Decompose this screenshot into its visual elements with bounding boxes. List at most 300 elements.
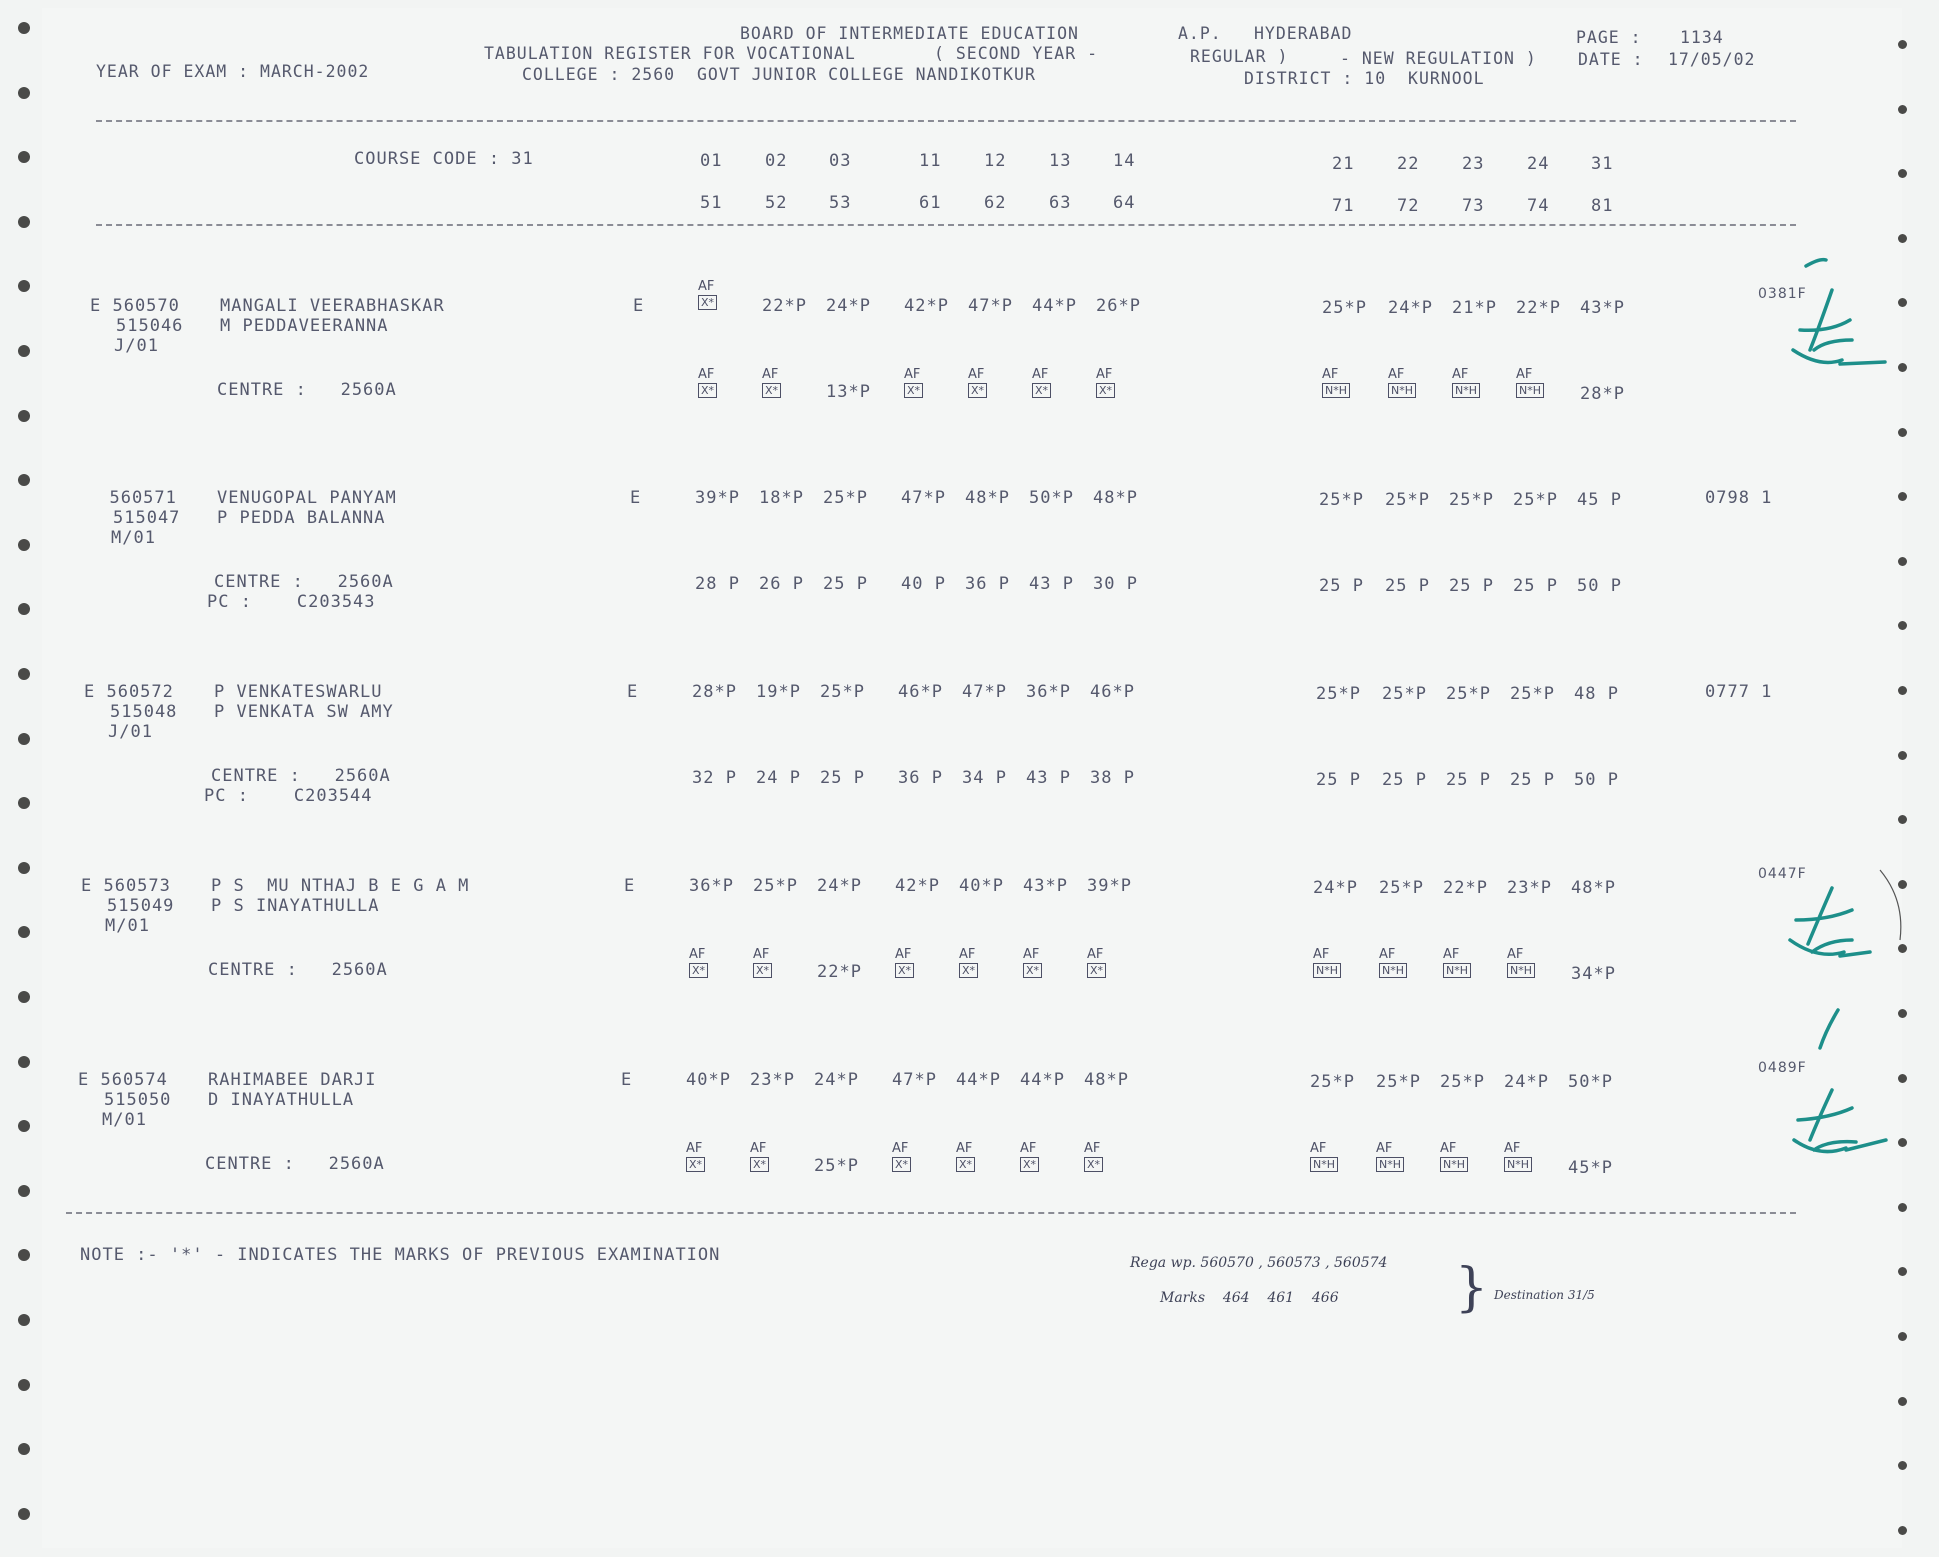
mark-cell: 25 P bbox=[1446, 770, 1491, 790]
mark-cell: 47*P bbox=[901, 488, 946, 508]
perforation-hole bbox=[1898, 1332, 1907, 1341]
af-mark bbox=[689, 948, 708, 978]
af-label: AF bbox=[1379, 947, 1396, 962]
af-box: X* bbox=[1020, 1157, 1039, 1172]
af-label: AF bbox=[698, 279, 715, 294]
perforation-hole bbox=[18, 1120, 30, 1132]
mark-cell: 32 P bbox=[692, 768, 737, 788]
af-box: N*H bbox=[1516, 383, 1544, 398]
af-box: N*H bbox=[1313, 963, 1341, 978]
mark-cell: 50 P bbox=[1577, 576, 1622, 596]
perforation-hole bbox=[18, 733, 30, 745]
pc-number: PC : C203543 bbox=[207, 592, 376, 612]
perforation-hole bbox=[1898, 1009, 1907, 1018]
parent-name: P PEDDA BALANNA bbox=[217, 508, 386, 528]
subject-code: 73 bbox=[1462, 196, 1485, 216]
subject-code: 13 bbox=[1049, 151, 1072, 171]
mark-cell: 43 P bbox=[1029, 574, 1074, 594]
perforation-hole bbox=[1898, 40, 1907, 49]
handwritten-note-line1: Rega wp. 560570 , 560573 , 560574 bbox=[1130, 1255, 1388, 1271]
af-label: AF bbox=[750, 1141, 767, 1156]
subject-code: 23 bbox=[1462, 154, 1485, 174]
mark-cell: 40*P bbox=[959, 876, 1004, 896]
af-label: AF bbox=[686, 1141, 703, 1156]
mark-cell: 30 P bbox=[1093, 574, 1138, 594]
af-label: AF bbox=[904, 367, 921, 382]
perforation-hole bbox=[1898, 105, 1907, 114]
mark-cell: 25*P bbox=[1385, 490, 1430, 510]
student-name: MANGALI VEERABHASKAR bbox=[220, 296, 445, 316]
perforation-hole bbox=[18, 1314, 30, 1326]
perforation-hole bbox=[1898, 686, 1907, 695]
perforation-hole bbox=[18, 345, 30, 357]
perforation-hole bbox=[1898, 1074, 1907, 1083]
mark-cell: 25*P bbox=[1446, 684, 1491, 704]
mark-cell: 25*P bbox=[1449, 490, 1494, 510]
af-label: AF bbox=[1313, 947, 1330, 962]
subject-code: 62 bbox=[984, 193, 1007, 213]
af-box: X* bbox=[959, 963, 978, 978]
total-result: 0447F bbox=[1758, 866, 1807, 882]
af-label: AF bbox=[753, 947, 770, 962]
mark-cell: 47*P bbox=[892, 1070, 937, 1090]
parent-name: D INAYATHULLA bbox=[208, 1090, 355, 1110]
af-mark bbox=[698, 368, 717, 398]
city: HYDERABAD bbox=[1254, 24, 1353, 43]
mark-cell: 26 P bbox=[759, 574, 804, 594]
perforation-hole bbox=[18, 603, 30, 615]
register-title: TABULATION REGISTER FOR VOCATIONAL bbox=[484, 44, 856, 63]
mark-cell: 21*P bbox=[1452, 298, 1497, 318]
mark-cell: 24*P bbox=[1504, 1072, 1549, 1092]
divider-bottom bbox=[66, 1212, 1796, 1214]
perforation-hole bbox=[1898, 1526, 1907, 1535]
af-label: AF bbox=[1322, 367, 1339, 382]
af-box: N*H bbox=[1504, 1157, 1532, 1172]
handwritten-brace: } bbox=[1455, 1258, 1489, 1318]
perforation-hole bbox=[1898, 363, 1907, 372]
perforation-hole bbox=[1898, 169, 1907, 178]
mark-cell: 48 P bbox=[1574, 684, 1619, 704]
mark-cell: 25 P bbox=[1510, 770, 1555, 790]
course-code: COURSE CODE : 31 bbox=[354, 149, 534, 169]
mark-cell: 25*P bbox=[820, 682, 865, 702]
hall-ticket-number: 515050 bbox=[104, 1090, 172, 1110]
date: 17/05/02 bbox=[1668, 50, 1756, 69]
year-of-exam: YEAR OF EXAM : MARCH-2002 bbox=[96, 62, 370, 81]
af-mark bbox=[1322, 368, 1350, 398]
mark-cell: 46*P bbox=[898, 682, 943, 702]
mark-cell: 22*P bbox=[817, 962, 862, 982]
total-result: 0777 1 bbox=[1705, 682, 1773, 702]
mark-cell: 28 P bbox=[695, 574, 740, 594]
parent-name: M PEDDAVEERANNA bbox=[220, 316, 389, 336]
af-mark bbox=[1443, 948, 1471, 978]
divider-header bbox=[96, 224, 1796, 226]
medium: E bbox=[624, 876, 636, 896]
subject-code: 81 bbox=[1591, 196, 1614, 216]
mark-cell: 24*P bbox=[1388, 298, 1433, 318]
af-label: AF bbox=[1507, 947, 1524, 962]
student-name: P S MU NTHAJ B E G A M bbox=[211, 876, 470, 896]
af-label: AF bbox=[1376, 1141, 1393, 1156]
mark-cell: 25 P bbox=[1382, 770, 1427, 790]
subject-code: 11 bbox=[919, 151, 942, 171]
perforation-hole bbox=[1898, 1461, 1907, 1470]
mark-cell: 25*P bbox=[1376, 1072, 1421, 1092]
mark-cell: 45 P bbox=[1577, 490, 1622, 510]
mark-cell: 43*P bbox=[1580, 298, 1625, 318]
mark-cell: 25*P bbox=[814, 1156, 859, 1176]
perforation-hole bbox=[18, 862, 30, 874]
af-box: X* bbox=[753, 963, 772, 978]
mark-cell: 22*P bbox=[1443, 878, 1488, 898]
subject-code: 74 bbox=[1527, 196, 1550, 216]
af-label: AF bbox=[698, 367, 715, 382]
mark-cell: 25*P bbox=[1440, 1072, 1485, 1092]
mark-cell: 34*P bbox=[1571, 964, 1616, 984]
footnote: NOTE :- '*' - INDICATES THE MARKS OF PREVIOUS EXAMINATION bbox=[80, 1245, 721, 1265]
af-label: AF bbox=[968, 367, 985, 382]
perforation-hole bbox=[1898, 815, 1907, 824]
af-box: N*H bbox=[1376, 1157, 1404, 1172]
mark-cell: 43 P bbox=[1026, 768, 1071, 788]
af-box: X* bbox=[1096, 383, 1115, 398]
af-label: AF bbox=[959, 947, 976, 962]
medium: E bbox=[621, 1070, 633, 1090]
mark-cell: 48*P bbox=[1571, 878, 1616, 898]
perforation-hole bbox=[1898, 428, 1907, 437]
perforation-hole bbox=[18, 926, 30, 938]
total-result: 0798 1 bbox=[1705, 488, 1773, 508]
af-mark bbox=[1504, 1142, 1532, 1172]
perforation-hole bbox=[18, 1185, 30, 1197]
subject-code: 03 bbox=[829, 151, 852, 171]
mark-cell: 22*P bbox=[762, 296, 807, 316]
perforation-hole bbox=[1898, 621, 1907, 630]
af-box: N*H bbox=[1322, 383, 1350, 398]
divider-top bbox=[96, 120, 1796, 122]
subject-code: 72 bbox=[1397, 196, 1420, 216]
af-box: X* bbox=[968, 383, 987, 398]
subject-code: 12 bbox=[984, 151, 1007, 171]
subject-code: 21 bbox=[1332, 154, 1355, 174]
subject-code: 52 bbox=[765, 193, 788, 213]
af-box: X* bbox=[1023, 963, 1042, 978]
af-box: N*H bbox=[1379, 963, 1407, 978]
af-mark bbox=[1440, 1142, 1468, 1172]
mark-cell: 25*P bbox=[1316, 684, 1361, 704]
centre: CENTRE : 2560A bbox=[214, 572, 394, 592]
mark-cell: 47*P bbox=[968, 296, 1013, 316]
af-box: X* bbox=[750, 1157, 769, 1172]
category-code: M/01 bbox=[102, 1110, 147, 1130]
mark-cell: 48*P bbox=[1093, 488, 1138, 508]
perforation-hole bbox=[18, 539, 30, 551]
af-label: AF bbox=[1452, 367, 1469, 382]
af-label: AF bbox=[1443, 947, 1460, 962]
af-box: X* bbox=[895, 963, 914, 978]
medium: E bbox=[627, 682, 639, 702]
mark-cell: 25*P bbox=[1319, 490, 1364, 510]
af-mark bbox=[1020, 1142, 1039, 1172]
perforation-hole bbox=[1898, 298, 1907, 307]
mark-cell: 38 P bbox=[1090, 768, 1135, 788]
mark-cell: 36 P bbox=[965, 574, 1010, 594]
parent-name: P S INAYATHULLA bbox=[211, 896, 380, 916]
af-mark bbox=[1388, 368, 1416, 398]
centre: CENTRE : 2560A bbox=[205, 1154, 385, 1174]
medium: E bbox=[633, 296, 645, 316]
af-mark bbox=[968, 368, 987, 398]
mark-cell: 25 P bbox=[1319, 576, 1364, 596]
mark-cell: 44*P bbox=[956, 1070, 1001, 1090]
mark-cell: 25*P bbox=[753, 876, 798, 896]
mark-cell: 43*P bbox=[1023, 876, 1068, 896]
district: DISTRICT : 10 KURNOOL bbox=[1244, 69, 1485, 88]
subject-code: 31 bbox=[1591, 154, 1614, 174]
mark-cell: 50*P bbox=[1029, 488, 1074, 508]
total-result: 0381F bbox=[1758, 286, 1807, 302]
af-label: AF bbox=[956, 1141, 973, 1156]
mark-cell: 25*P bbox=[1322, 298, 1367, 318]
mark-cell: 36 P bbox=[898, 768, 943, 788]
centre: CENTRE : 2560A bbox=[208, 960, 388, 980]
mark-cell: 25*P bbox=[1513, 490, 1558, 510]
perforation-hole bbox=[18, 280, 30, 292]
mark-cell: 42*P bbox=[895, 876, 940, 896]
mark-cell: 44*P bbox=[1032, 296, 1077, 316]
af-box: X* bbox=[904, 383, 923, 398]
mark-cell: 50 P bbox=[1574, 770, 1619, 790]
medium: E bbox=[630, 488, 642, 508]
af-box: X* bbox=[1087, 963, 1106, 978]
perforation-hole bbox=[18, 1443, 30, 1455]
mark-cell: 23*P bbox=[1507, 878, 1552, 898]
perforation-hole bbox=[18, 668, 30, 680]
roll-number: E 560574 bbox=[78, 1070, 168, 1090]
mark-cell: 23*P bbox=[750, 1070, 795, 1090]
af-box: N*H bbox=[1440, 1157, 1468, 1172]
perforation-hole bbox=[18, 87, 30, 99]
perforation-hole bbox=[18, 1379, 30, 1391]
roll-number: E 560572 bbox=[84, 682, 174, 702]
category-code: J/01 bbox=[114, 336, 159, 356]
af-label: AF bbox=[895, 947, 912, 962]
perforation-hole bbox=[1898, 492, 1907, 501]
regulation: - NEW REGULATION ) bbox=[1340, 49, 1537, 68]
perforation-hole bbox=[1898, 751, 1907, 760]
mark-cell: 25*P bbox=[1310, 1072, 1355, 1092]
page-label: PAGE : bbox=[1576, 28, 1642, 47]
parent-name: P VENKATA SW AMY bbox=[214, 702, 394, 722]
subject-code: 02 bbox=[765, 151, 788, 171]
mark-cell: 36*P bbox=[1026, 682, 1071, 702]
af-box: N*H bbox=[1443, 963, 1471, 978]
mark-cell: 25 P bbox=[820, 768, 865, 788]
af-mark bbox=[1376, 1142, 1404, 1172]
mark-cell: 39*P bbox=[695, 488, 740, 508]
student-name: P VENKATESWARLU bbox=[214, 682, 383, 702]
mark-cell: 25 P bbox=[823, 574, 868, 594]
perforation-hole bbox=[18, 474, 30, 486]
handwritten-side-note: Destination 31/5 bbox=[1494, 1288, 1595, 1302]
af-label: AF bbox=[762, 367, 779, 382]
af-mark bbox=[1096, 368, 1115, 398]
hall-ticket-number: 515049 bbox=[107, 896, 175, 916]
af-label: AF bbox=[1310, 1141, 1327, 1156]
subject-code: 24 bbox=[1527, 154, 1550, 174]
af-mark bbox=[753, 948, 772, 978]
af-label: AF bbox=[1440, 1141, 1457, 1156]
af-mark bbox=[1032, 368, 1051, 398]
roll-number: E 560573 bbox=[81, 876, 171, 896]
mark-cell: 19*P bbox=[756, 682, 801, 702]
mark-cell: 24 P bbox=[756, 768, 801, 788]
af-box: X* bbox=[892, 1157, 911, 1172]
subject-code: 71 bbox=[1332, 196, 1355, 216]
perforation-hole bbox=[1898, 1397, 1907, 1406]
handwritten-note-line2: Marks 464 461 466 bbox=[1160, 1290, 1339, 1306]
hall-ticket-number: 515047 bbox=[113, 508, 181, 528]
page-number: 1134 bbox=[1680, 28, 1724, 47]
af-box: N*H bbox=[1507, 963, 1535, 978]
af-mark bbox=[956, 1142, 975, 1172]
mark-cell: 26*P bbox=[1096, 296, 1141, 316]
mark-cell: 28*P bbox=[1580, 384, 1625, 404]
af-mark bbox=[959, 948, 978, 978]
subject-code: 63 bbox=[1049, 193, 1072, 213]
af-label: AF bbox=[1388, 367, 1405, 382]
af-mark bbox=[762, 368, 781, 398]
mark-cell: 25*P bbox=[1510, 684, 1555, 704]
af-box: X* bbox=[762, 383, 781, 398]
subject-code: 51 bbox=[700, 193, 723, 213]
af-box: N*H bbox=[1388, 383, 1416, 398]
board-title: BOARD OF INTERMEDIATE EDUCATION bbox=[740, 24, 1079, 43]
roll-number: 560571 bbox=[87, 488, 177, 508]
af-mark bbox=[1023, 948, 1042, 978]
af-mark bbox=[1507, 948, 1535, 978]
total-result: 0489F bbox=[1758, 1060, 1807, 1076]
perforation-hole bbox=[18, 1508, 30, 1520]
mark-cell: 34 P bbox=[962, 768, 1007, 788]
af-mark bbox=[892, 1142, 911, 1172]
af-box: X* bbox=[686, 1157, 705, 1172]
perforation-hole bbox=[1898, 1267, 1907, 1276]
af-box: N*H bbox=[1452, 383, 1480, 398]
af-label: AF bbox=[689, 947, 706, 962]
mark-cell: 24*P bbox=[1313, 878, 1358, 898]
perforation-hole bbox=[18, 410, 30, 422]
state: A.P. bbox=[1178, 24, 1222, 43]
perforation-hole bbox=[18, 797, 30, 809]
mark-cell: 42*P bbox=[904, 296, 949, 316]
subject-code: 22 bbox=[1397, 154, 1420, 174]
category-code: M/01 bbox=[105, 916, 150, 936]
af-label: AF bbox=[1096, 367, 1113, 382]
mark-cell: 47*P bbox=[962, 682, 1007, 702]
subject-code: 64 bbox=[1113, 193, 1136, 213]
subject-code: 01 bbox=[700, 151, 723, 171]
pc-number: PC : C203544 bbox=[204, 786, 373, 806]
af-label: AF bbox=[1504, 1141, 1521, 1156]
af-mark bbox=[1452, 368, 1480, 398]
year-type: ( SECOND YEAR - bbox=[934, 44, 1099, 63]
mark-cell: 39*P bbox=[1087, 876, 1132, 896]
af-mark bbox=[698, 280, 717, 310]
category-code: J/01 bbox=[108, 722, 153, 742]
af-label: AF bbox=[1020, 1141, 1037, 1156]
mark-cell: 18*P bbox=[759, 488, 804, 508]
perforation-hole bbox=[1898, 1138, 1907, 1147]
af-box: X* bbox=[1084, 1157, 1103, 1172]
perforation-hole bbox=[18, 22, 30, 34]
af-mark bbox=[1087, 948, 1106, 978]
mark-cell: 44*P bbox=[1020, 1070, 1065, 1090]
student-name: VENUGOPAL PANYAM bbox=[217, 488, 397, 508]
mark-cell: 25*P bbox=[1382, 684, 1427, 704]
subject-code: 53 bbox=[829, 193, 852, 213]
af-label: AF bbox=[1032, 367, 1049, 382]
mark-cell: 50*P bbox=[1568, 1072, 1613, 1092]
mark-cell: 25*P bbox=[1379, 878, 1424, 898]
roll-number: E 560570 bbox=[90, 296, 180, 316]
hall-ticket-number: 515048 bbox=[110, 702, 178, 722]
af-mark bbox=[895, 948, 914, 978]
mark-cell: 25 P bbox=[1316, 770, 1361, 790]
af-box: X* bbox=[1032, 383, 1051, 398]
mark-cell: 25 P bbox=[1449, 576, 1494, 596]
af-mark bbox=[750, 1142, 769, 1172]
af-box: X* bbox=[689, 963, 708, 978]
mark-cell: 40 P bbox=[901, 574, 946, 594]
regular: REGULAR ) bbox=[1190, 47, 1289, 66]
af-mark bbox=[904, 368, 923, 398]
perforation-hole bbox=[1898, 880, 1907, 889]
college: COLLEGE : 2560 GOVT JUNIOR COLLEGE NANDIKOTKUR bbox=[522, 65, 1036, 84]
af-mark bbox=[1379, 948, 1407, 978]
centre: CENTRE : 2560A bbox=[217, 380, 397, 400]
mark-cell: 25 P bbox=[1385, 576, 1430, 596]
mark-cell: 25 P bbox=[1513, 576, 1558, 596]
perforation-hole bbox=[18, 151, 30, 163]
mark-cell: 48*P bbox=[1084, 1070, 1129, 1090]
af-label: AF bbox=[1087, 947, 1104, 962]
af-mark bbox=[1313, 948, 1341, 978]
af-label: AF bbox=[892, 1141, 909, 1156]
mark-cell: 25*P bbox=[823, 488, 868, 508]
af-mark bbox=[1084, 1142, 1103, 1172]
mark-cell: 40*P bbox=[686, 1070, 731, 1090]
subject-code: 14 bbox=[1113, 151, 1136, 171]
date-label: DATE : bbox=[1578, 50, 1644, 69]
af-mark bbox=[686, 1142, 705, 1172]
mark-cell: 24*P bbox=[826, 296, 871, 316]
subject-code: 61 bbox=[919, 193, 942, 213]
mark-cell: 24*P bbox=[817, 876, 862, 896]
centre: CENTRE : 2560A bbox=[211, 766, 391, 786]
mark-cell: 24*P bbox=[814, 1070, 859, 1090]
af-mark bbox=[1516, 368, 1544, 398]
af-label: AF bbox=[1023, 947, 1040, 962]
perforation-hole bbox=[1898, 234, 1907, 243]
perforation-hole bbox=[1898, 1203, 1907, 1212]
af-box: X* bbox=[698, 295, 717, 310]
af-mark bbox=[1310, 1142, 1338, 1172]
af-box: N*H bbox=[1310, 1157, 1338, 1172]
perforation-hole bbox=[18, 1249, 30, 1261]
